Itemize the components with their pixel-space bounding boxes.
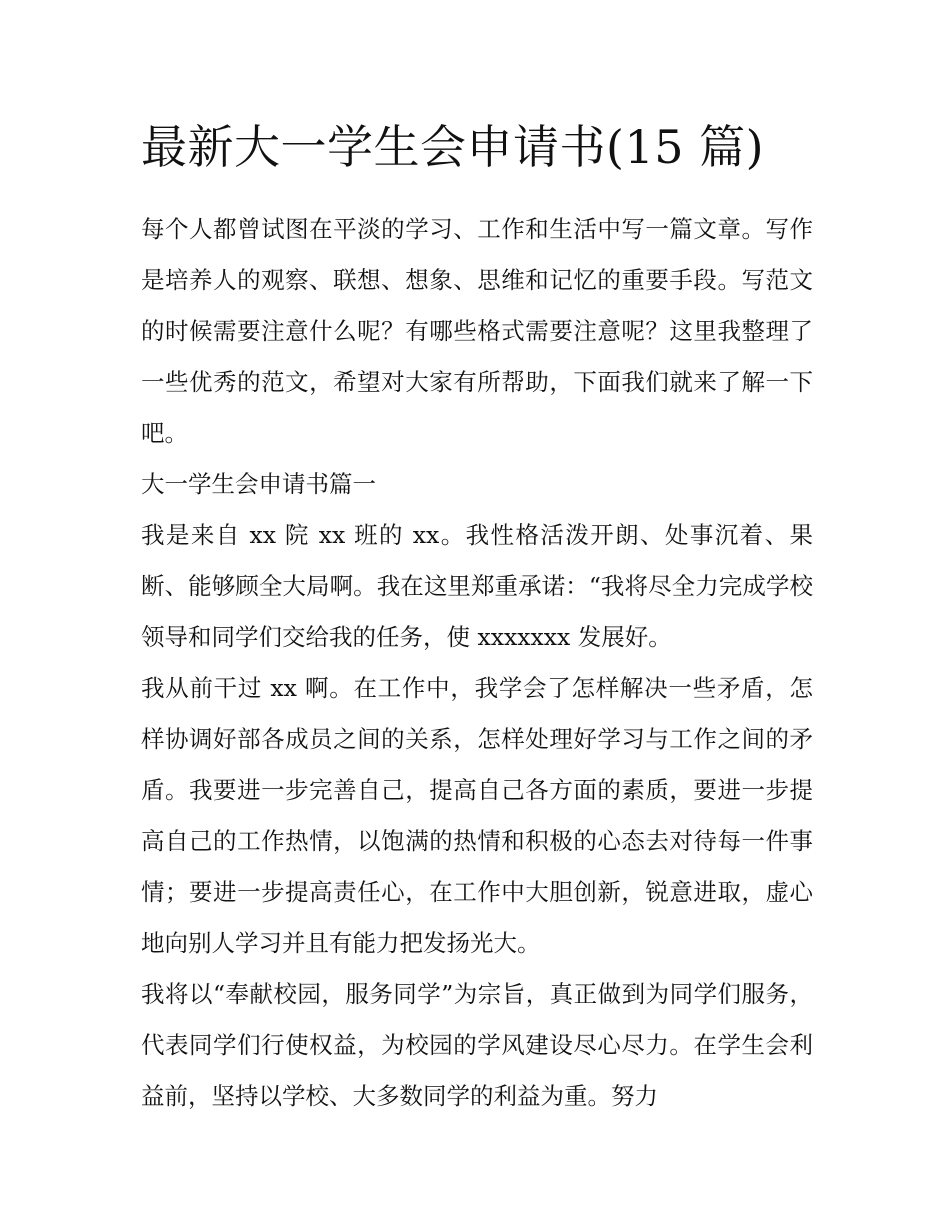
document-body: [141, 112, 813, 1122]
body-paragraph-1: 我是来自 xx 院 xx 班的 xx。我性格活泼开朗、处事沉着、果断、能够顾全大局啊。我在这里郑重承诺：“我将尽全力完成学校领导和同学们交给我的任务，使 xxxxxxx 发展好。: [141, 521, 813, 651]
section-heading: 大一学生会申请书篇一: [141, 470, 376, 498]
intro-paragraph: 每个人都曾试图在平淡的学习、工作和生活中写一篇文章。写作是培养人的观察、联想、想象、思维和记忆的重要手段。写范文的时候需要注意什么呢？有哪些格式需要注意呢？这里我整理了一些优秀的范文，希望对大家有所帮助，下面我们就来了解一下吧。: [141, 215, 813, 447]
body-paragraph-3: 我将以“奉献校园，服务同学”为宗旨，真正做到为同学们服务，代表同学们行使权益，为校园的学风建设尽心尽力。在学生会利益前，坚持以学校、大多数同学的利益为重。努力: [141, 980, 813, 1110]
body-paragraph-2: 我从前干过 xx 啊。在工作中，我学会了怎样解决一些矛盾，怎样协调好部各成员之间的关系，怎样处理好学习与工作之间的矛盾。我要进一步完善自己，提高自己各方面的素质，要进一步提高自己的工作热情，以饱满的热情和积极的心态去对待每一件事情；要进一步提高责任心，在工作中大胆创新，锐意进取，虚心地向别人学习并且有能力把发扬光大。: [141, 674, 813, 957]
document-title: 最新大一学生会申请书(15 篇): [141, 120, 765, 174]
